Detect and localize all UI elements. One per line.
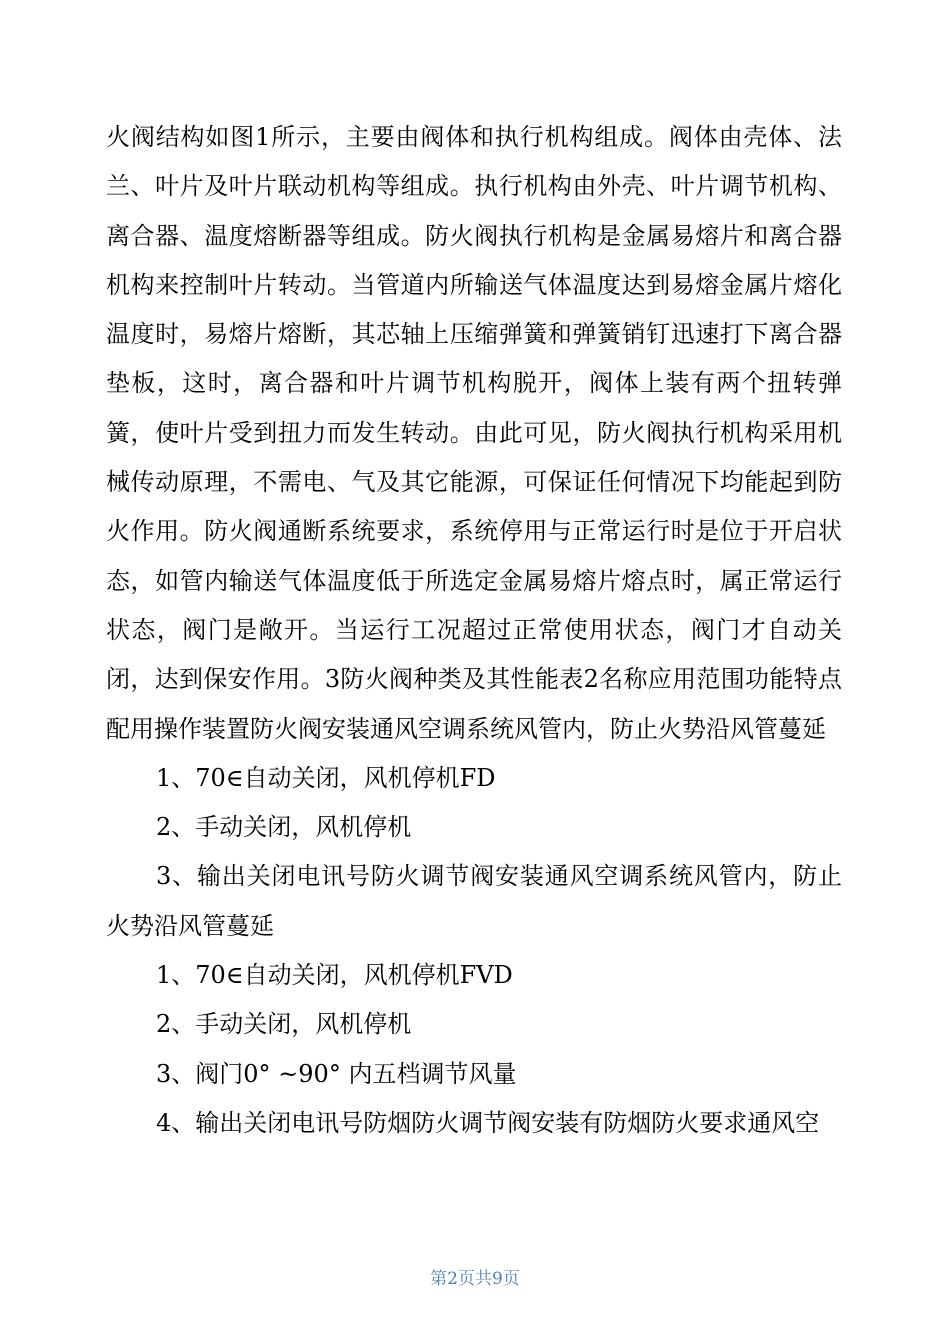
document-body	[106, 113, 842, 1148]
page-number-footer: 第2页共9页	[430, 1269, 520, 1289]
list-item: 1、70∈自动关闭，风机停机FD	[156, 763, 496, 792]
paragraph-main: 火阀结构如图1所示，主要由阀体和执行机构组成。阀体由壳体、法兰、叶片及叶片联动机构等组成。执行机构由外壳、叶片调节机构、离合器、温度熔断器等组成。防火阀执行机构是金属易熔片和离合器机构来控制叶片转动。当管道内所输送气体温度达到易熔金属片熔化温度时，易熔片熔断，其芯轴上压缩弹簧和弹簧销钉迅速打下离合器垫板，这时，离合器和叶片调节机构脱开，阀体上装有两个扭转弹簧，使叶片受到扭力而发生转动。由此可见，防火阀执行机构采用机械传动原理，不需电、气及其它能源，可保证任何情况下均能起到防火作用。防火阀通断系统要求，系统停用与正常运行时是位于开启状态，如管内输送气体温度低于所选定金属易熔片熔点时，属正常运行状态，阀门是敞开。当运行工况超过正常使用状态，阀门才自动关闭，达到保安作用。3防火阀种类及其性能表2名称应用范围功能特点配用操作装置防火阀安装通风空调系统风管内，防止火势沿风管蔓延	[106, 123, 842, 743]
list-item: 4、输出关闭电讯号防烟防火调节阀安装有防烟防火要求通风空	[156, 1108, 820, 1137]
list-item: 2、手动关闭，风机停机	[156, 1010, 412, 1039]
list-item: 3、阀门0° ~90° 内五档调节风量	[156, 1059, 517, 1088]
list-item: 1、70∈自动关闭，风机停机FVD	[156, 961, 513, 990]
list-item: 2、手动关闭，风机停机	[156, 813, 412, 842]
list-item: 3、输出关闭电讯号防火调节阀安装通风空调系统风管内，防止火势沿风管蔓延	[106, 862, 842, 940]
